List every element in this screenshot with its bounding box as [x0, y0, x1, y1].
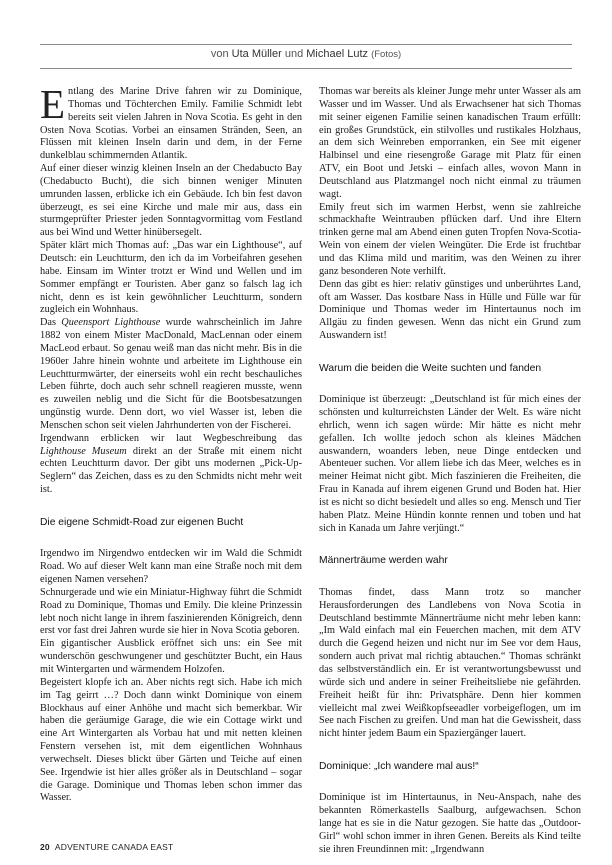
byline-rule [40, 68, 572, 69]
photo-credit: (Fotos) [371, 49, 402, 60]
body-paragraph: Denn das gibt es hier: relativ günstiges und unberührtes Land, oft am Wasser. Das kostbare Nass in Hülle und Fülle war für Dominique und Thomas weder im Hintertaunus noch im Allgäu zu finden gewesen. Wenn das nicht ein Grund zum Auswandern ist! [319, 278, 581, 342]
body-paragraph: Emily freut sich im warmen Herbst, wenn sie zahlreiche schmackhafte Weintrauben pflücken darf. Und ihre Eltern trinken gerne mal am Abend einen guten Tropfen Nova-Scotia-Wein von einem der vielen Weingüter. Die Erde ist fruchtbar und das Klima mild und maritim, was den Weinen zu ihrer ganz besonderen Note verhilft. [319, 201, 581, 277]
drop-cap: E [40, 81, 66, 127]
subheading: Die eigene Schmidt-Road zur eigenen Bucht [40, 516, 244, 528]
body-paragraph: Ein gigantischer Ausblick eröffnet sich uns: ein See mit wunderschön geschwungener und geschützter Bucht, ein Haus mit Wintergarten und wärmendem Holzofen. [40, 638, 302, 675]
page-number: 20 [40, 842, 50, 852]
author-name: Uta Müller [231, 48, 282, 60]
subheading: Warum die beiden die Weite suchten und fanden [319, 362, 542, 374]
right-column [319, 86, 581, 857]
magazine-title: ADVENTURE CANADA EAST [54, 842, 174, 852]
body-paragraph: Schnurgerade und wie ein Miniatur-Highway führt die Schmidt Road zu Dominique, Thomas und Emily. Die kleine Prinzessin lebt noch nicht lange in ihrem faszinierenden Königreich, denn erst vor fast drei Jahren wurde sie hier in Nova Scotia geboren. [40, 586, 302, 637]
body-paragraph: Auf einer dieser winzig kleinen Inseln an der Chedabucto Bay (Chedabucto Bucht), die sich binnen weniger Minuten umrunden lassen, erblicke ich ein Gebäude. Ich bin fest davon überzeugt, es sei eine Kirche und male mir aus, dass ein sturmgeprüfter Priester jeden Sonntagvormittag vom Festland aus bei Wind und Wetter hinübersegelt. [40, 163, 302, 239]
top-rule [40, 44, 572, 45]
body-paragraph: Später klärt mich Thomas auf: „Das war ein Lighthouse“, auf Deutsch: ein Leuchtturm, den ich da im Vorbeifahren gesehen habe. Einsam im Winter trotzt er Wind und Wellen und im Sommer empfängt er Touristen. Aber ganz so falsch lag ich nicht, denn es ist kein gewöhnlicher Leuchtturm, sondern zugleich ein Wohnhaus. [40, 240, 302, 316]
body-paragraph: Dominique ist überzeugt: „Deutschland ist für mich eines der schönsten und kulturreichsten Länder der Welt. Es wäre nicht ehrlich, wenn ich sagen würde: Mir hätte es nicht mehr gefallen. Ich wollte jedoch schon als kleines Mädchen auswandern, woanders leben, neue Dinge entdecken und Abenteuer suchen. Vor allem liebe ich das Meer, welches es in meiner Heimat nicht gibt. Mich faszinieren die Freiheiten, die Frau in Kanada auf ihrem eigenen Grund und Boden hat. Hier ist es nicht so dicht besiedelt und alles so eng. Mensch und Tier haben Platz. Meine Hündin konnte rennen und toben und hat sich in Kanada um Jahre verjüngt.“ [319, 394, 581, 534]
byline: von Uta Müller und Michael Lutz (Fotos) [210, 48, 402, 60]
intro-paragraph: Entlang des Marine Drive fahren wir zu Dominique, Thomas und Töchterchen Emily. Familie Schmidt lebt bereits seit vielen Jahren in Nova Scotia. Es geht in den Osten Nova Scotias. Vorbei an einsamen Stränden, Seen, an Flüssen mit kleinen Inseln darin und dem, in der Ferne dunkelblau schimmernden Atlantik. [40, 81, 302, 162]
body-paragraph: Irgendwo im Nirgendwo entdecken wir im Wald die Schmidt Road. Wo auf dieser Welt kann man eine Straße noch mit dem eigenen Namen versehen? [40, 548, 302, 586]
body-paragraph: Dominique ist im Hintertaunus, in Neu-Anspach, nahe des bekannten Römerkastells Saalburg, aufgewachsen. Schon lange hat es sie in die Natur gezogen. Sie hatte das „Outdoor-Girl“ wohl schon immer in ihren Genen. Bereits als Kind teilte sie ihren Freundinnen mit: „Irgendwann [319, 792, 581, 855]
body-paragraph: Thomas findet, dass Mann trotz so mancher Herausforderungen des Landlebens von Nova Scotia in Deutschland bestimmte Männerträume nicht mehr leben kann: „Im Wald einfach mal ein Feuerchen machen, mit dem ATV durch die Gegend heizen und nicht nur im See vor dem Haus, sondern auch privat mal richtig abtauchen.“ Thomas schränkt das selbstverständlich ein. Er ist verantwortungsbewusst und würde sich und andere in seiner Freiheitsliebe nie gefährden. Freiheit heißt für ihn: Privatsphäre. Denn hier kommen vielleicht mal zwei Weißkopfseeadler vorbeigeflogen, um im See nach Fischen zu greifen. Und man hat die Gewissheit, dass nicht hinter jedem Baum ein Spaziergänger lauert. [319, 586, 581, 740]
subheading: Dominique: „Ich wandere mal aus!“ [319, 760, 479, 772]
body-paragraph: Irgendwann erblicken wir laut Wegbeschreibung das Lighthouse Museum direkt an der Straße mit einem nicht echten Leuchtturm davor. Der gibt uns modernen „Pick-Up-Seglern“ das Zeichen, dass es zu den Schmidts nicht mehr weit ist. [40, 432, 303, 496]
subheading: Männerträume werden wahr [319, 555, 448, 567]
body-paragraph: Thomas war bereits als kleiner Junge mehr unter Wasser als am Wasser und im Wasser. Und als Erwachsener hat sich Thomas mit seiner eigenen Familie seinen kanadischen Traum erfüllt: ein großes Grundstück, ein stilvolles und rustikales Holzhaus, an dem sich Weinreben emporranken, ein See mit eigener Halbinsel und eine riesengroße Garage mit Platz für einen ATV, ein Boot und Jetski – einfach alles, wovon Mann in Deutschland aus Platzmangel noch nicht einmal zu träumen wagt. [319, 86, 581, 200]
page-footer [40, 842, 173, 852]
left-column [40, 81, 303, 805]
body-paragraph: Begeistert klopfe ich an. Aber nichts regt sich. Habe ich mich im Tag geirrt …? Doch dann winkt Dominique von einem Blockhaus auf einer Anhöhe und macht sich bemerkbar. Wir haben die geräumige Garage, die wie ein Cottage wirkt und eine Art Wintergarten als Vorbau hat und mit netten kleinen Fenstern versehen ist, mit dem eigentlichen Wohnhaus verwechselt. Dieses blickt über Gärten und Teiche auf einen See. Irgendwie ist hier alles größer als in Deutschland – sogar die Garage. Dominique und Thomas leben schon immer das Wasser. [40, 676, 302, 804]
photographer-name: Michael Lutz [306, 48, 369, 60]
body-paragraph: Das Queensport Lighthouse wurde wahrscheinlich im Jahre 1882 von einem Mister MacDonald, MacLennan oder einem MacLeod erbaut. So genau weiß man das nicht mehr. Bis in die 1960er Jahre hinein wohnte und arbeitete im Lighthouse ein Leuchtturmwärter, der einerseits wohl ein recht beschauliches Leben führte, doch auch sehr schnell reagieren musste, wenn es zuweilen neblig und die Sicht für die Bootsbesatzungen ungünstig wurde. Denn dort, wo viel Wasser ist, leben die Menschen schon seit vielen Jahrhunderten von der Fischerei. [40, 317, 302, 431]
